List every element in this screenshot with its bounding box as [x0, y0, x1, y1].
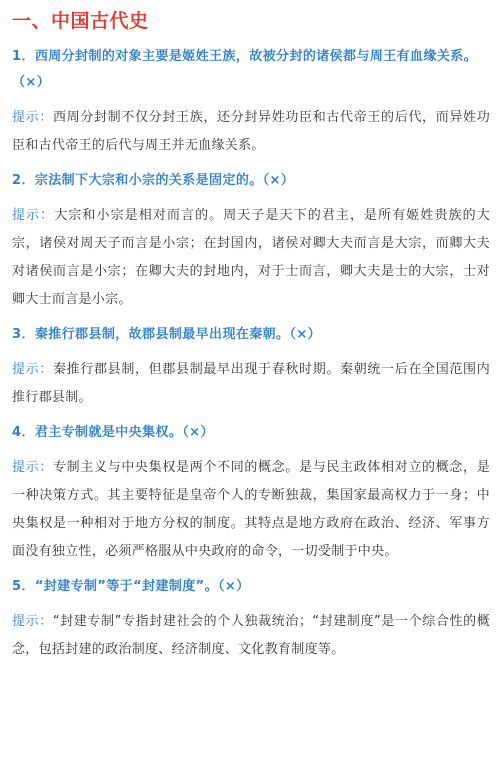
hint-1	[12, 104, 490, 160]
hint-label: 提示：	[12, 460, 54, 475]
hint-text: 专制主义与中央集权是两个不同的概念。是与民主政体相对立的概念，是一种决策方式。其主要特征是皇帝个人的专断独裁，集国家最高权力于一身；中央集权是一种相对于地方分权的制度。其特点是地方政府在政治、经济、军事方面没有独立性，必须严格服从中央政府的命令，一切受制于中央。	[12, 460, 490, 559]
hint-text: “封建专制”专指封建社会的个人独裁统治；“封建制度”是一个综合性的概念，包括封建的政治制度、经济制度、文化教育制度等。	[12, 614, 490, 657]
question-2: 2．宗法制下大宗和小宗的关系是固定的。（×）	[12, 173, 295, 188]
hint-text: 秦推行郡县制，但郡县制最早出现于春秋时期。秦朝统一后在全国范围内推行郡县制。	[12, 362, 490, 405]
hint-label: 提示：	[12, 614, 53, 629]
hint-3	[12, 356, 490, 412]
hint-2	[12, 202, 490, 314]
hint-text: 大宗和小宗是相对而言的。周天子是天下的君主，是所有姬姓贵族的大宗，诸侯对周天子而言是小宗；在封国内，诸侯对卿大夫而言是大宗，而卿大夫对诸侯而言是小宗；在卿大夫的封地内，对于士而言，卿大夫是士的大宗，士对卿大士而言是小宗。	[12, 208, 490, 307]
question-5: 5．“封建专制”等于“封建制度”。（×）	[12, 579, 250, 594]
question-3: 3．秦推行郡县制，故郡县制最早出现在秦朝。（×）	[12, 327, 322, 342]
section-title: 一、中国古代史	[12, 10, 149, 32]
question-4: 4．君主专制就是中央集权。（×）	[12, 425, 214, 440]
hint-5	[12, 608, 490, 664]
hint-label: 提示：	[12, 362, 54, 377]
question-1: 1．西周分封制的对象主要是姬姓王族，故被分封的诸侯都与周王有血缘关系。（×）	[12, 49, 478, 90]
hint-text: 西周分封制不仅分封王族，还分封异姓功臣和古代帝王的后代，而异姓功臣和古代帝王的后代与周王并无血缘关系。	[12, 110, 490, 153]
hint-label: 提示：	[12, 208, 55, 223]
hint-4	[12, 454, 490, 566]
hint-label: 提示：	[12, 110, 54, 125]
